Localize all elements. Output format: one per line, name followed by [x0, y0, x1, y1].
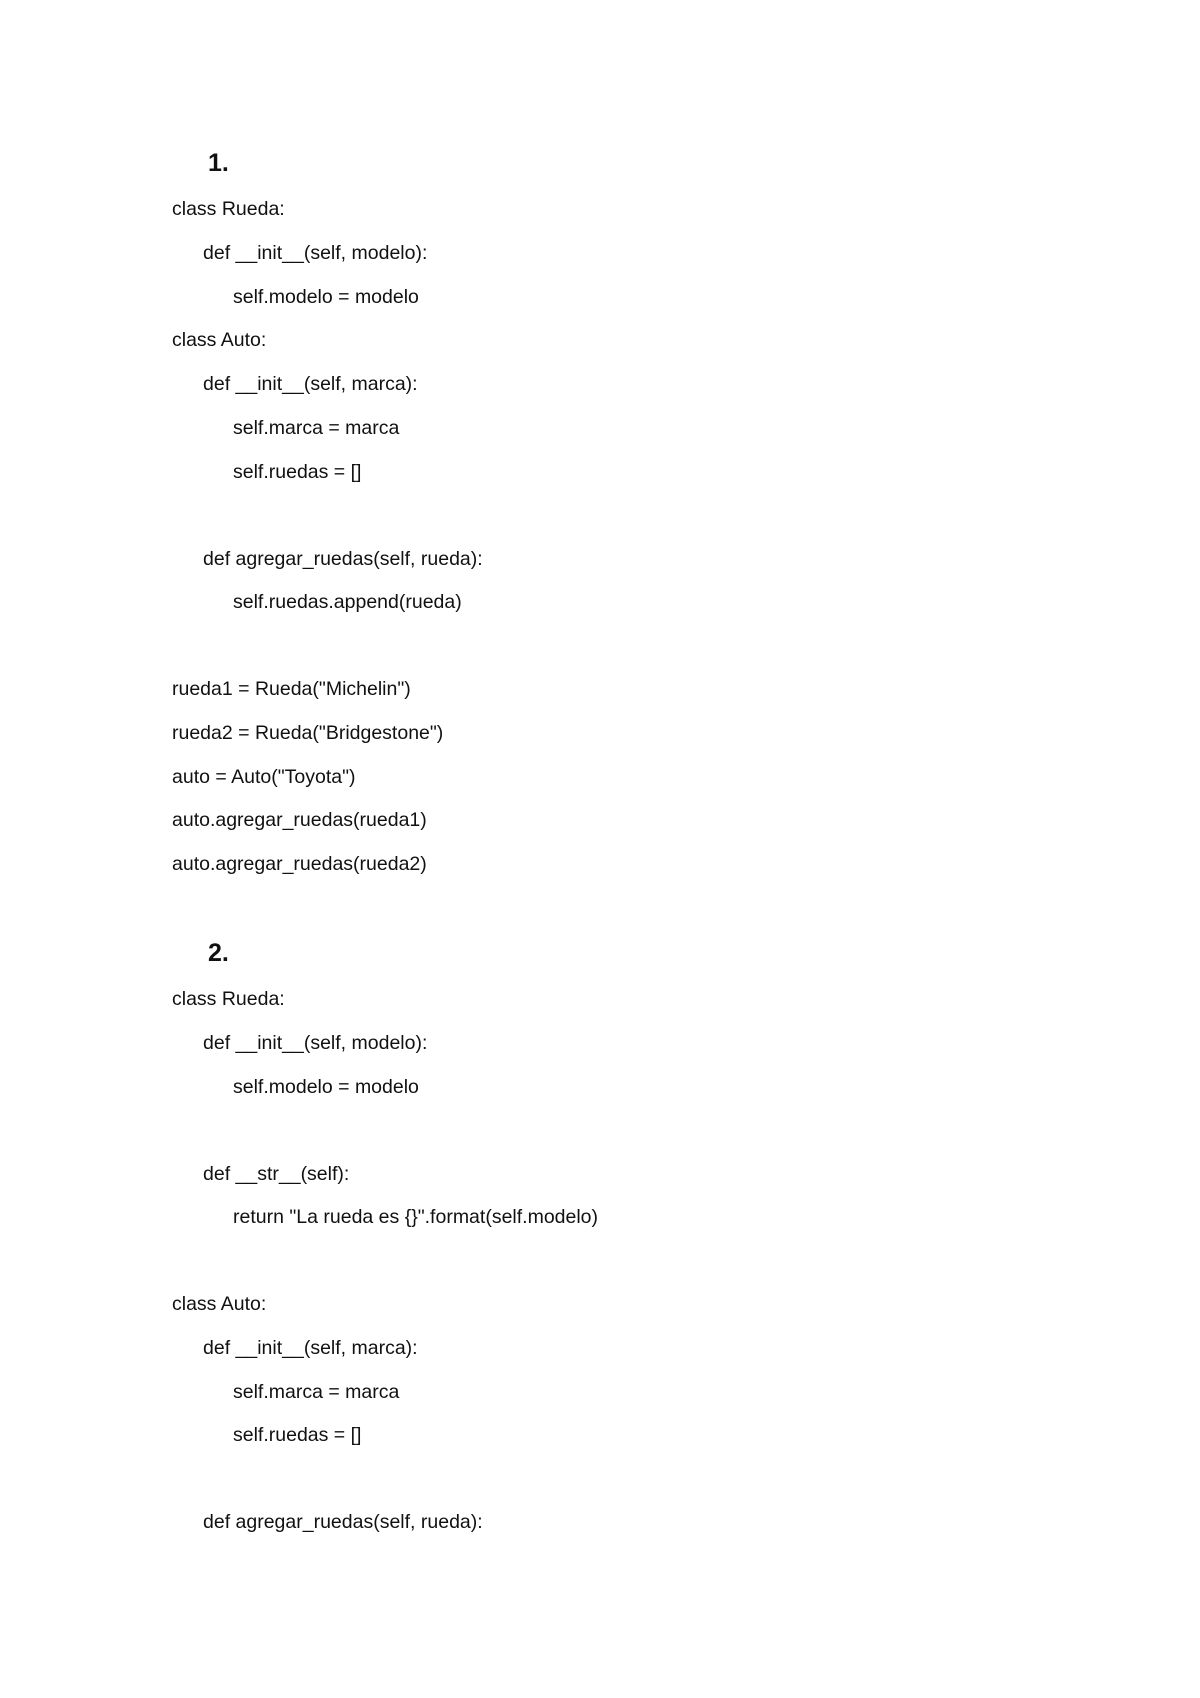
code-line: def __init__(self, modelo):	[203, 1032, 428, 1054]
code-line: def __init__(self, marca):	[203, 1337, 418, 1359]
code-line: self.marca = marca	[233, 1381, 400, 1403]
code-line: rueda1 = Rueda("Michelin")	[172, 678, 411, 700]
code-line: self.ruedas = []	[233, 461, 362, 483]
code-line: def agregar_ruedas(self, rueda):	[203, 548, 483, 570]
section-number: 1.	[208, 149, 229, 177]
code-line: return "La rueda es {}".format(self.modelo)	[233, 1206, 599, 1228]
code-line: auto = Auto("Toyota")	[172, 766, 356, 788]
code-line: self.ruedas.append(rueda)	[233, 591, 462, 613]
code-line: class Auto:	[172, 329, 267, 351]
code-line: auto.agregar_ruedas(rueda2)	[172, 853, 427, 875]
code-line: def agregar_ruedas(self, rueda):	[203, 1511, 483, 1533]
section-number: 2.	[208, 939, 229, 967]
code-line: def __init__(self, modelo):	[203, 242, 428, 264]
code-line: rueda2 = Rueda("Bridgestone")	[172, 722, 444, 744]
code-line: def __init__(self, marca):	[203, 373, 418, 395]
code-line: self.marca = marca	[233, 417, 400, 439]
code-line: class Auto:	[172, 1293, 267, 1315]
code-line: def __str__(self):	[203, 1163, 350, 1185]
code-line: self.modelo = modelo	[233, 286, 419, 308]
code-line: class Rueda:	[172, 988, 285, 1010]
code-line: auto.agregar_ruedas(rueda1)	[172, 809, 427, 831]
code-line: self.ruedas = []	[233, 1424, 362, 1446]
code-line: self.modelo = modelo	[233, 1076, 419, 1098]
code-line: class Rueda:	[172, 198, 285, 220]
